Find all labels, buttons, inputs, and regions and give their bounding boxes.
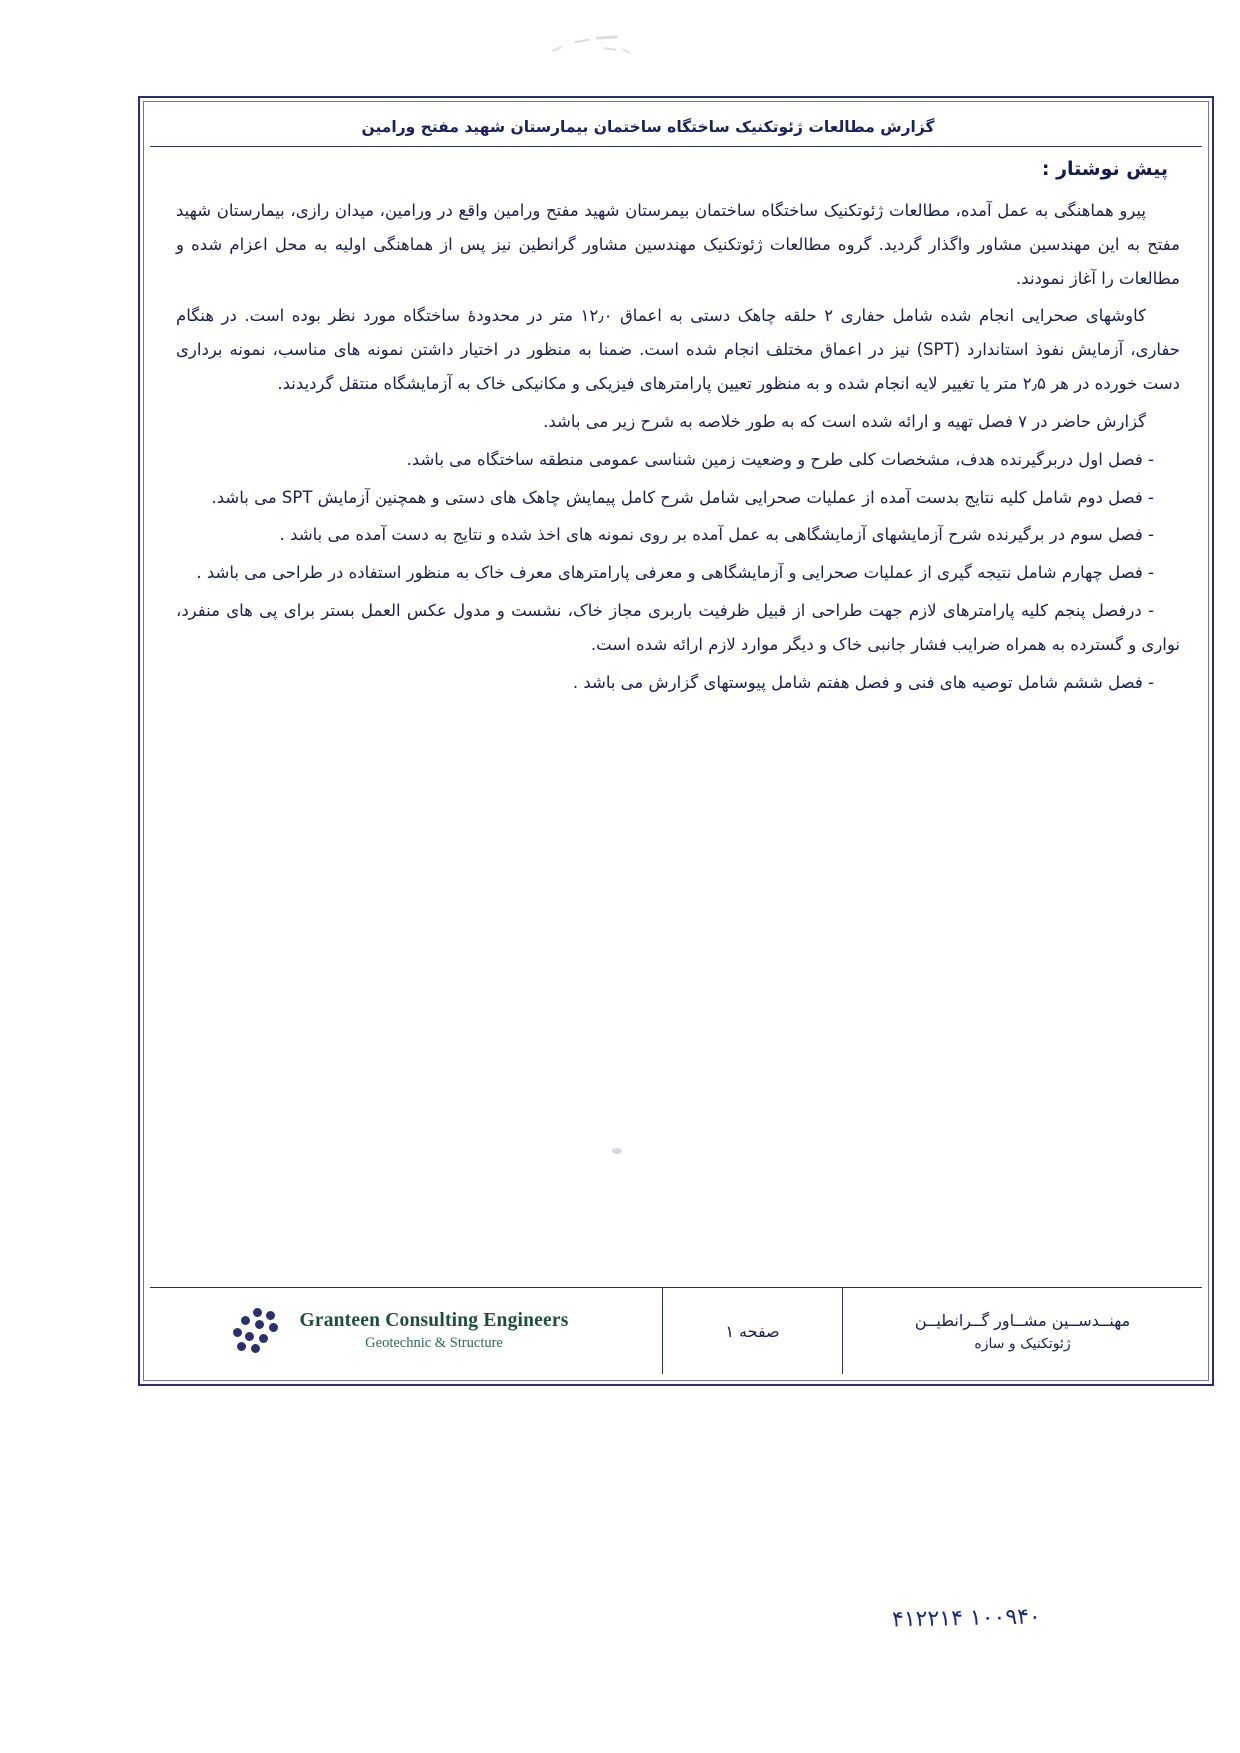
header-title: گزارش مطالعات ژئوتکنیک ساختگاه ساختمان بیمارستان شهید مفتح ورامین	[361, 117, 935, 136]
brand-subtitle: Geotechnic & Structure	[365, 1335, 503, 1351]
brand-text-block	[299, 1310, 568, 1352]
footer-company-sub-fa: ژئوتکنیک و سازه	[974, 1335, 1071, 1352]
list-item: - فصل ششم شامل توصیه های فنی و فصل هفتم شامل پیوستهای گزارش می باشد .	[572, 672, 1154, 692]
document-header	[150, 108, 1202, 147]
paragraph-3: گزارش حاضر در ۷ فصل تهیه و ارائه شده است که به طور خلاصه به شرح زیر می باشد.	[543, 411, 1146, 431]
document-page-frame	[138, 96, 1214, 1386]
page-title: پیش نوشتار :	[1041, 158, 1168, 180]
sheet-code-stamp: ۱۰۰۹۴۰ ۴۱۲۲۱۴	[891, 1604, 1042, 1633]
footer-company-fa	[842, 1288, 1202, 1374]
document-footer	[150, 1287, 1202, 1374]
scan-artifact-marks	[540, 30, 660, 58]
document-body	[166, 154, 1186, 1280]
brand-name: Granteen Consulting Engineers	[299, 1310, 569, 1331]
paragraph-2: کاوشهای صحرایی انجام شده شامل حفاری ۲ حلقه چاهک دستی به اعماق ۱۲٫۰ متر در محدودهٔ ساختگاه مورد نظر بوده است. در هنگام حفاری، آزمایش نفوذ استاندارد (SPT) نیز در اعماق مختلف انجام شده است. ضمنا به منظور در اختیار داشتن نمونه های مناسب، نمونه برداری دست خورده در هر ۲٫۵ متر یا تغییر لایه انجام شده و به منظور تعیین پارامترهای فیزیکی و مکانیکی خاک به آزمایشگاه منتقل گردیدند.	[176, 306, 1180, 394]
footer-company-name-fa: مهنــدســین مشــاور گــرانطیــن	[914, 1310, 1131, 1330]
footer-page-number: صفحه ۱	[662, 1288, 842, 1374]
paragraph-1: پیرو هماهنگی به عمل آمده، مطالعات ژئوتکنیک ساختگاه ساختمان بیمرستان شهید مفتح ورامین واقع در ورامین، میدان رازی، بیمارستان شهید مفتح به این مهندسین مشاور واگذار گردید. گروه مطالعات ژئوتکنیک مهندسین مشاور گرانطین نیز پس از هماهنگی اولیه به محل اعزام شده و مطالعات را آغاز نمودند.	[176, 201, 1180, 288]
list-item: - درفصل پنجم کلیه پارامترهای لازم جهت طراحی از قبیل ظرفیت باربری مجاز خاک، نشست و مدول عکس العمل بستر برای پی های منفرد، نواری و گسترده به همراه ضرایب فشار جانبی خاک و دیگر موارد لازم ارائه شده است.	[176, 600, 1180, 654]
granteen-logo-icon	[233, 1308, 285, 1354]
list-item: - فصل دوم شامل کلیه نتایج بدست آمده از عملیات صحرایی شامل شرح کامل پیمایش چاهک های دستی و همچنین آزمایش SPT می باشد.	[211, 487, 1154, 507]
list-item: - فصل سوم در برگیرنده شرح آزمایشهای آزمایشگاهی به عمل آمده بر روی نمونه های اخذ شده و نتایج به دست آمده می باشد .	[279, 525, 1154, 545]
scan-smudge	[612, 1148, 622, 1154]
footer-brand-en	[150, 1288, 662, 1374]
list-item: - فصل اول دربرگیرنده هدف، مشخصات کلی طرح و وضعیت زمین شناسی عمومی منطقه ساختگاه می باشد.	[406, 449, 1154, 469]
list-item: - فصل چهارم شامل نتیجه گیری از عملیات صحرایی و آزمایشگاهی و معرفی پارامترهای معرف خاک به منظور استفاده در طراحی می باشد .	[196, 563, 1154, 583]
